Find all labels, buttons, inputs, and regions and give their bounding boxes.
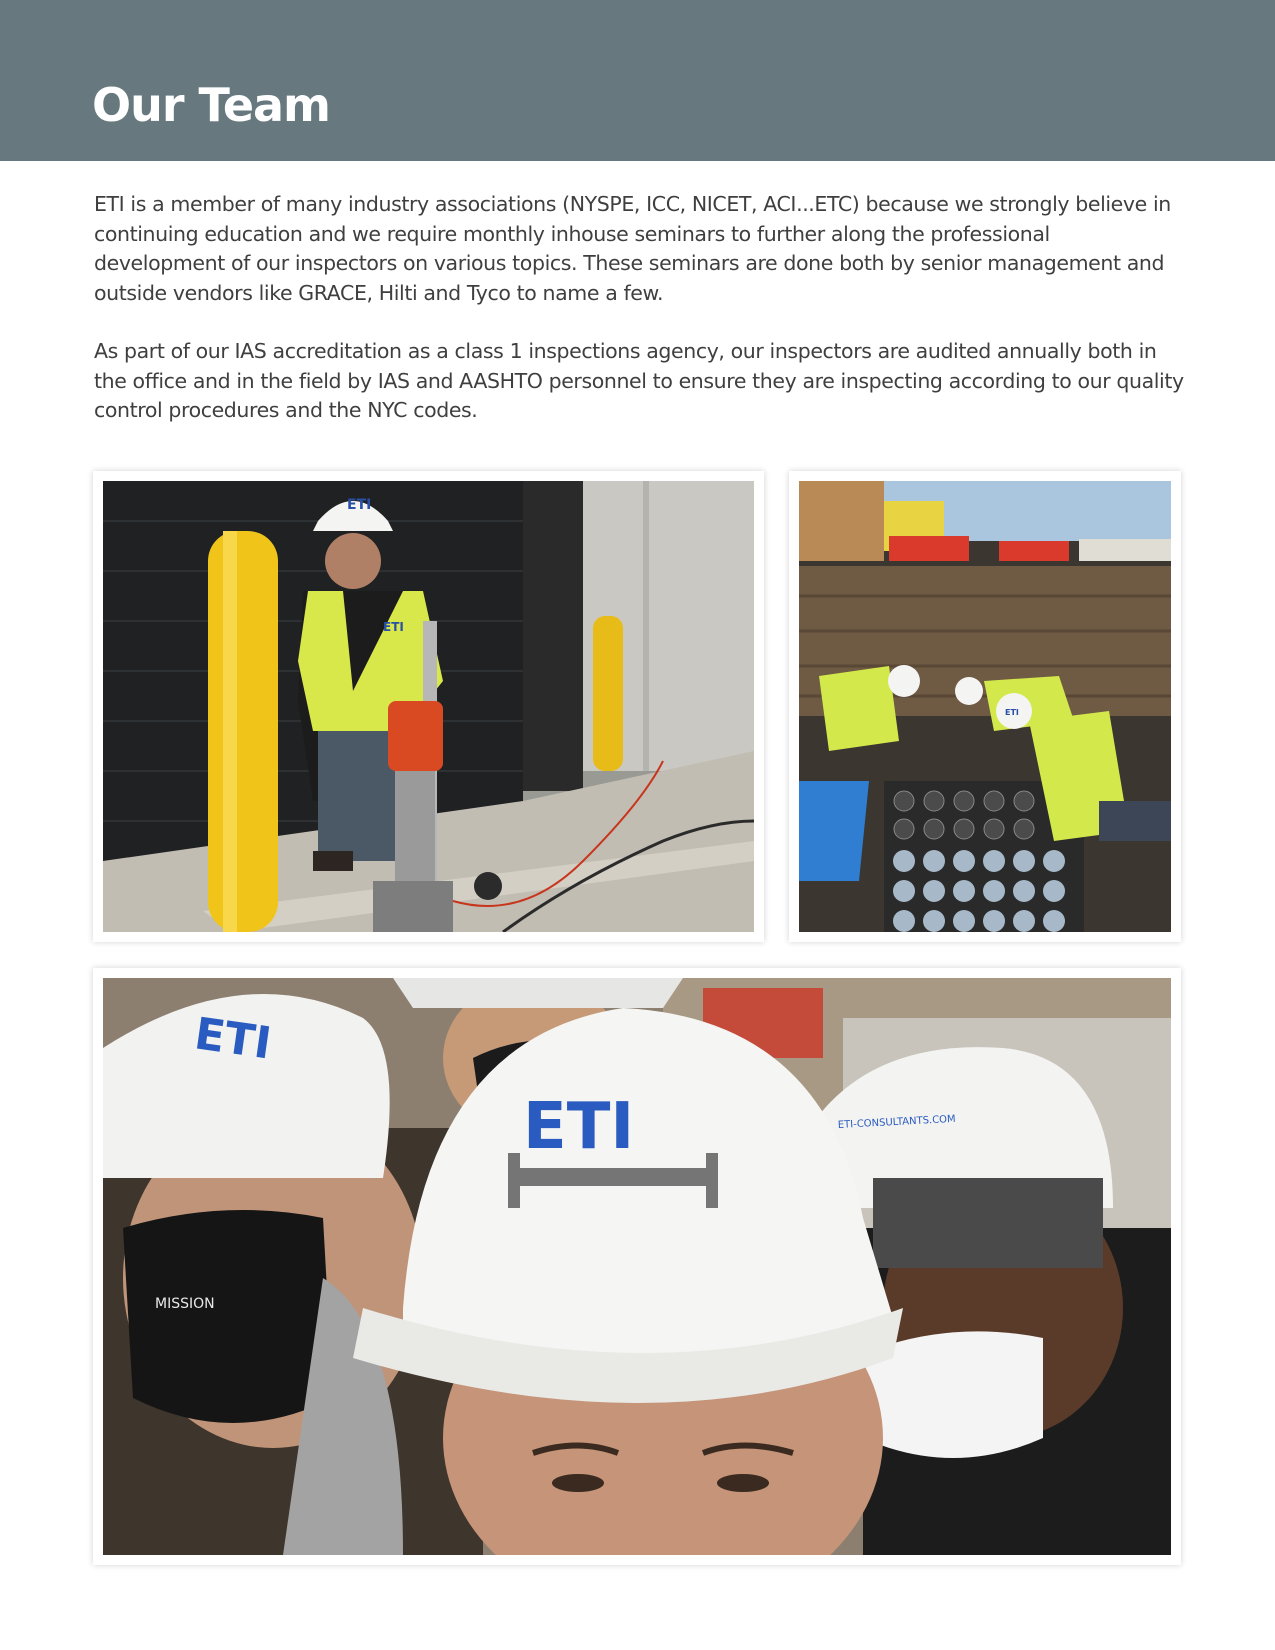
photo-frame-core-drilling [93,471,764,942]
helmet-text-right: ETI-CONSULTANTS.COM [837,1113,956,1131]
photo-core-drilling [103,481,754,932]
mask-brand: MISSION [155,1296,215,1312]
photo-frame-concrete-cylinders [789,471,1181,942]
helmet-logo-left: ETI [191,1008,275,1070]
helmet-logo: ETI [1005,708,1019,717]
photo-frame-team-selfie [93,968,1181,1565]
photo-concrete-cylinders [799,481,1171,932]
vest-logo: ETI [383,620,404,634]
paragraph-associations: ETI is a member of many industry associations (NYSPE, ICC, NICET, ACI...ETC) because we strongly believe in continuing education and we require monthly inhouse seminars to further along the professional development of our inspectors on various topics. These seminars are done both by senior management and outside vendors like GRACE, Hilti and Tyco to name a few. [94,192,1171,305]
page-title: Our Team [92,78,330,132]
body-text [94,190,1184,455]
paragraph-accreditation: As part of our IAS accreditation as a class 1 inspections agency, our inspectors are audited annually both in the office and in the field by IAS and AASHTO personnel to ensure they are inspecting according to our quality control procedures and the NYC codes. [94,339,1184,422]
photo-core-drilling-image [103,481,754,932]
helmet-logo-center: ETI [523,1090,635,1164]
photo-concrete-cylinders-image [799,481,1171,932]
photo-team-selfie [103,978,1171,1555]
page-header [0,0,1275,161]
photo-team-selfie-image [103,978,1171,1555]
helmet-logo: ETI [347,497,372,513]
